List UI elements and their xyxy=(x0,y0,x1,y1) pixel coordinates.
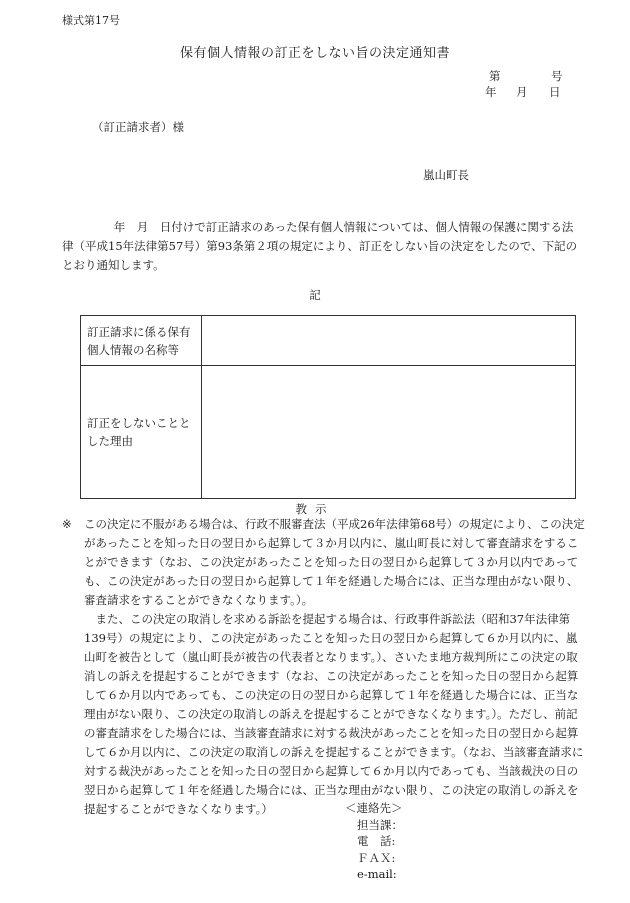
reference-mark: ※ xyxy=(62,517,72,531)
document-number-suffix: 号 xyxy=(551,69,563,83)
addressee: （訂正請求者）様 xyxy=(92,120,184,134)
table-label: 訂正をしないこととした理由 xyxy=(81,366,202,499)
issuer: 嵐山町長 xyxy=(423,168,469,182)
contact-block xyxy=(345,800,403,883)
contact-fax: ＦＡＸ: xyxy=(357,850,396,865)
info-table xyxy=(80,315,576,499)
notice-title: 教示 xyxy=(295,502,335,516)
table-label: 訂正請求に係る保有個人情報の名称等 xyxy=(81,316,202,366)
date-year-label: 年 xyxy=(485,85,497,99)
document-number-label: 第 xyxy=(489,69,501,83)
body-text: 年 月 日付けで訂正請求のあった保有個人情報については、個人情報の保護に関する法律（平成15年法律第57号）第93条第２項の規定により、訂正をしない旨の決定をしたので、下記のとおり通知します。 xyxy=(62,220,578,272)
notice-paragraph-2: また、この決定の取消しを求める訴訟を提起する場合は、行政事件訴訟法（昭和37年法律第139号）の規定により、この決定があったことを知った日の翌日から起算して６か月以内に、嵐山町を被告として（嵐山町長が被告の代表者となります。）、さいたま地方裁判所にこの決定の取消しの訴えを提起することができます（なお、この決定があったことを知った日の翌日から起算して６か月以内であっても、この決定の日の翌日から起算して１年を経過した場合には、正当な理由がない限り、この決定の取消しの訴えを提起することができなくなります。）。ただし、前記の審査請求をした場合には、当該審査請求に対する裁決があったことを知った日の翌日から起算して６か月以内に、この決定の取消しの訴えを提起することができます。（なお、当該審査請求に対する裁決があったことを知った日の翌日から起算して６か月以内であっても、当該裁決の日の翌日から起算して１年を経過した場合には、正当な理由がない限り、この決定の取消しの訴えを提起することができなくなります。） xyxy=(84,612,584,816)
date-month-label: 月 xyxy=(516,85,528,99)
form-number: 様式第17号 xyxy=(62,14,120,27)
table-value xyxy=(202,316,576,366)
body-paragraph xyxy=(62,218,582,275)
table-row xyxy=(81,366,576,499)
notice-paragraph-1 xyxy=(62,515,585,610)
notice-paragraph-1-text: この決定に不服がある場合は、行政不服審査法（平成26年法律第68号）の規定により、この決定があったことを知った日の翌日から起算して３か月以内に、嵐山町長に対して審査請求をすることができます（なお、この決定があったことを知った日の翌日から起算して３か月以内であっても、この決定があった日の翌日から起算して１年を経過した場合には、正当な理由がない限り、審査請求をすることができなくなります。）。 xyxy=(84,517,585,607)
notice-section xyxy=(62,515,585,819)
date-day-label: 日 xyxy=(549,85,561,99)
contact-department: 担当課： xyxy=(357,817,403,832)
table-row xyxy=(81,316,576,366)
table-value xyxy=(202,366,576,499)
document-title: 保有個人情報の訂正をしない旨の決定通知書 xyxy=(179,46,450,61)
ki-heading: 記 xyxy=(309,288,321,302)
contact-phone: 電 話: xyxy=(357,834,396,848)
contact-email: e-mail: xyxy=(357,867,397,881)
contact-heading: ＜連絡先＞ xyxy=(345,801,403,815)
